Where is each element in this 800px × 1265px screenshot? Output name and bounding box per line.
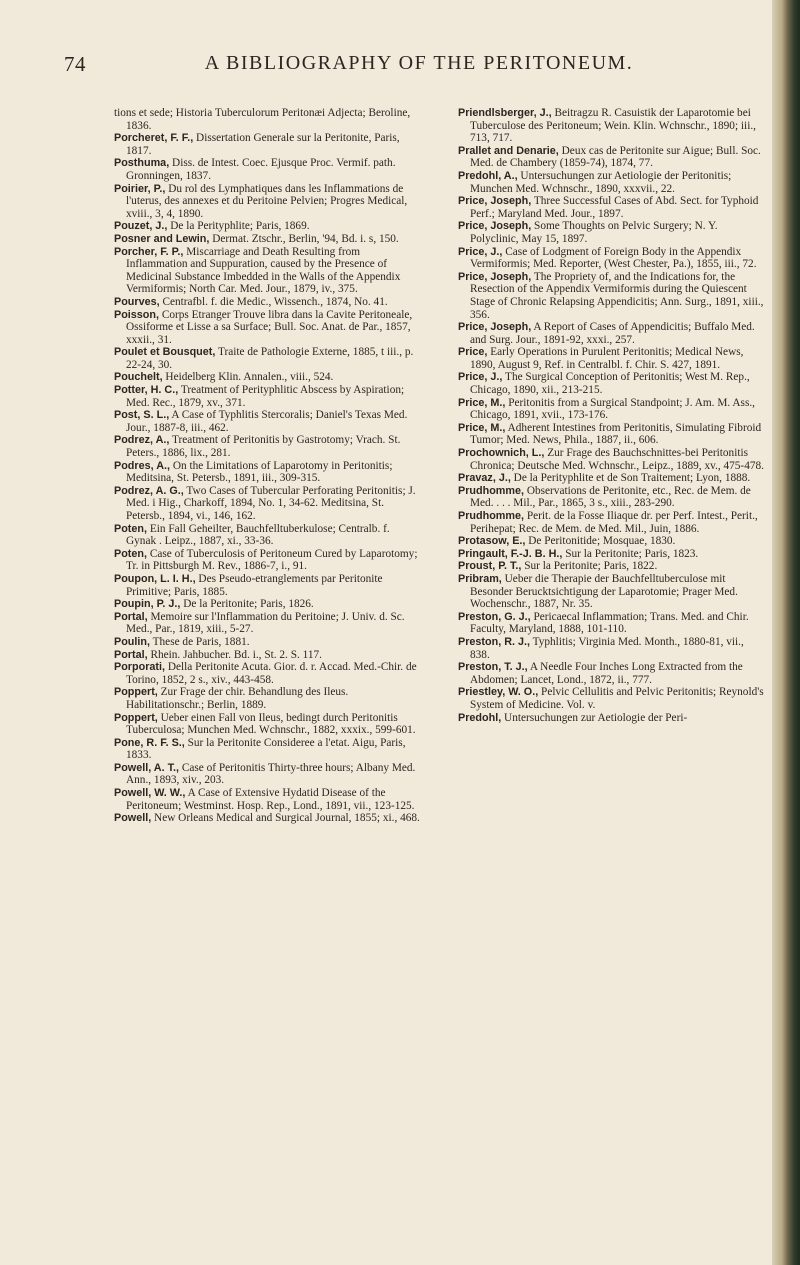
entry-citation: Ueber einen Fall von Ileus, bedingt durch Peritonitis Tuberculosa; Munchen Med. Wchnschr., 1882, xxxix., 599-601.: [126, 711, 416, 737]
bibliography-entry: [458, 661, 766, 686]
bibliography-entry: [114, 737, 422, 762]
entry-author: Poupin, P. J.,: [114, 598, 181, 611]
bibliography-entry: [458, 636, 766, 661]
entry-citation: Untersuchungen zur Aetiologie der Peri-: [504, 711, 688, 724]
entry-author: Poupon, L. I. H.,: [114, 572, 196, 585]
entry-citation: Zur Frage der chir. Behandlung des Ileus. Habilitationschr.; Berlin, 1889.: [126, 686, 349, 711]
entry-author: Pravaz, J.,: [458, 472, 511, 485]
page-title: A BIBLIOGRAPHY OF THE PERITONEUM.: [204, 52, 634, 74]
bibliography-entry: [114, 762, 422, 787]
entry-author: Porcher, F. P.,: [114, 245, 184, 258]
bibliography-entry: [114, 460, 422, 485]
bibliography-entry: [458, 271, 766, 321]
bibliography-entry: [114, 220, 422, 233]
entry-citation: A Needle Four Inches Long Extracted from the Abdomen; Lancet, Lond., 1872, ii., 777.: [470, 661, 743, 686]
entry-author: Poirier, P.,: [114, 182, 166, 195]
entry-citation: Peritonitis from a Surgical Standpoint; J. Am. M. Ass., Chicago, 1891, xvii., 173-176.: [470, 396, 755, 422]
entry-author: Posner and Lewin,: [114, 232, 210, 245]
entry-author: Priendlsberger, J.,: [458, 107, 552, 119]
entry-citation: De la Perityphlite et de Son Traitement; Lyon, 1888.: [513, 472, 751, 485]
page-edge-shadow: [772, 0, 800, 1265]
entry-author: Poten,: [114, 547, 147, 560]
entry-citation: Diss. de Intest. Coec. Ejusque Proc. Vermif. path. Gronningen, 1837.: [126, 157, 396, 182]
entry-author: Poppert,: [114, 686, 158, 699]
entry-citation: Ein Fall Geheilter, Bauchfelltuberkulose; Centralb. f. Gynak . Leipz., 1887, xi., 33-36.: [126, 522, 390, 548]
entry-citation: Sur la Peritonite; Paris, 1823.: [565, 547, 699, 560]
bibliography-entry: [114, 548, 422, 573]
entry-author: Pourves,: [114, 295, 160, 308]
bibliography-entry: [458, 397, 766, 422]
entry-author: Proust, P. T.,: [458, 560, 522, 573]
entry-citation: Corps Etranger Trouve libra dans la Cavite Peritoneale, Ossiforme et Lisse a sa Surface; Bull. Soc. Anat. de Par., 1857, xxxii., 31.: [126, 308, 413, 346]
bibliography-entry: [458, 560, 766, 573]
entry-author: Podres, A.,: [114, 459, 170, 472]
bibliography-entry: [458, 220, 766, 245]
bibliography-entry: [458, 195, 766, 220]
entry-author: Potter, H. C.,: [114, 384, 179, 397]
entry-citation: Case of Lodgment of Foreign Body in the Appendix Vermiformis; Med. Reporter, (West Chester, Pa.), 1855, iii., 72.: [470, 245, 757, 271]
running-head: [64, 52, 744, 80]
entry-citation: Early Operations in Purulent Peritonitis; Medical News, 1890, August 9, Ref. in Centralbl. f. Chir. S. 427, 1891.: [470, 346, 744, 371]
entry-author: Price, Joseph,: [458, 220, 532, 233]
entry-citation: Some Thoughts on Pelvic Surgery; N. Y. Polyclinic, May 15, 1897.: [470, 220, 718, 245]
bibliography-entry: [458, 321, 766, 346]
entry-citation: Treatment of Perityphlitic Abscess by Aspiration; Med. Rec., 1879, xv., 371.: [126, 384, 405, 409]
entry-citation: These de Paris, 1881.: [152, 635, 250, 648]
entry-author: Posthuma,: [114, 157, 170, 170]
bibliography-entry: [458, 447, 766, 472]
bibliography-entry: [114, 686, 422, 711]
entry-author: Price, Joseph,: [458, 195, 532, 208]
entry-author: Podrez, A.,: [114, 434, 170, 447]
bibliography-entry: [114, 649, 422, 662]
entry-author: Price, Joseph,: [458, 270, 532, 283]
entry-author: Price,: [458, 346, 488, 359]
bibliography-entry: [114, 233, 422, 246]
entry-author: Porcheret, F. F.,: [114, 132, 194, 145]
bibliography-entry: [458, 485, 766, 510]
entry-citation: Dermat. Ztschr., Berlin, '94, Bd. i. s, 150.: [212, 232, 399, 245]
bibliography-columns: [114, 107, 766, 1227]
bibliography-entry: [458, 611, 766, 636]
entry-citation: Perit. de la Fosse Iliaque dr. per Perf. Intest., Perit., Perihepat; Rec. de Mem. de Med. Mil., Juin, 1886.: [470, 510, 758, 535]
entry-citation: Deux cas de Peritonite sur Aigue; Bull. Soc. Med. de Chambery (1859-74), 1874, 77.: [470, 144, 761, 170]
bibliography-entry: [458, 548, 766, 561]
entry-author: Powell, A. T.,: [114, 761, 179, 774]
bibliography-entry: [458, 107, 766, 145]
bibliography-entry: [458, 510, 766, 535]
entry-citation: Miscarriage and Death Resulting from Inflammation and Suppuration, caused by the Presence of Medicinal Substance Imbedded in the Walls of the Appendix Vermiformis; North Car. Med. Jour., 1879, iv., 375.: [126, 245, 401, 296]
entry-author: Poulet et Bousquet,: [114, 346, 216, 359]
bibliography-entry: [114, 636, 422, 649]
entry-citation: Heidelberg Klin. Annalen., viii., 524.: [165, 371, 334, 384]
bibliography-entry: [114, 384, 422, 409]
entry-citation: Untersuchungen zur Aetiologie der Peritonitis; Munchen Med. Wchnschr., 1890, xxxvii., 22.: [470, 169, 732, 195]
entry-author: Prudhomme,: [458, 510, 524, 522]
entry-citation: Zur Frage des Bauchschnittes-bei Peritonitis Chronica; Deutsche Med. Wchnschr., Leipz., 1889, xv., 475-478.: [470, 447, 764, 472]
entry-citation: De la Peritonite; Paris, 1826.: [183, 598, 314, 611]
entry-author: Preston, G. J.,: [458, 610, 531, 623]
entry-author: Pone, R. F. S.,: [114, 736, 185, 749]
entry-author: Podrez, A. G.,: [114, 484, 184, 497]
bibliography-entry: [458, 686, 766, 711]
entry-citation: Dissertation Generale sur la Peritonite, Paris, 1817.: [126, 132, 400, 157]
entry-citation: Des Pseudo-etranglements par Peritonite Primitive; Paris, 1885.: [126, 572, 383, 598]
entry-author: Portal,: [114, 610, 148, 623]
entry-citation: Two Cases of Tubercular Perforating Peritonitis; J. Med. i Hig., Charkoff, 1894, No. 1, 34-62. Meditsina, St. Petersb., 1894, vi., 146, 162.: [126, 484, 416, 522]
entry-citation: A Case of Extensive Hydatid Disease of the Peritoneum; Westminst. Hosp. Rep., Lond., 1891, vii., 123-125.: [126, 787, 415, 812]
entry-citation: Traite de Pathologie Externe, 1885, t iii., p. 22-24, 30.: [126, 346, 414, 371]
entry-author: Price, M.,: [458, 396, 506, 409]
bibliography-entry: [114, 611, 422, 636]
bibliography-entry: [458, 422, 766, 447]
entry-citation: De Peritonitide; Mosquae, 1830.: [528, 535, 676, 548]
entry-citation: Case of Tuberculosis of Peritoneum Cured by Laparotomy; Tr. in Pittsburgh M. Rev., 1886-7, i., 91.: [126, 547, 418, 573]
entry-author: Pribram,: [458, 572, 502, 585]
entry-author: Poisson,: [114, 308, 159, 321]
bibliography-entry: [458, 573, 766, 611]
entry-author: Price, Joseph,: [458, 321, 532, 334]
entry-author: Post, S. L.,: [114, 409, 170, 422]
bibliography-entry: [114, 296, 422, 309]
entry-author: Pouzet, J.,: [114, 220, 168, 233]
page-number: 74: [64, 52, 86, 76]
bibliography-entry: [114, 712, 422, 737]
bibliography-entry: [458, 712, 766, 725]
bibliography-entry: [458, 246, 766, 271]
entry-citation: Pelvic Cellulitis and Pelvic Peritonitis; Reynold's System of Medicine. Vol. v.: [470, 686, 764, 711]
bibliography-entry: [114, 434, 422, 459]
entry-citation: Beitragzu R. Casuistik der Laparotomie bei Tuberculose des Peritoneum; Wein. Klin. Wchnschr., 1890; iii., 713, 717.: [470, 107, 756, 145]
entry-citation: tions et sede; Historia Tuberculorum Peritonæi Adjecta; Beroline, 1836.: [114, 107, 411, 132]
entry-citation: Della Peritonite Acuta. Gior. d. r. Accad. Med.-Chir. de Torino, 1852, 2 s., xiv., 443-458.: [126, 661, 417, 686]
bibliography-entry: [114, 573, 422, 598]
entry-author: Price, J.,: [458, 371, 503, 384]
bibliography-entry: [458, 535, 766, 548]
entry-author: Portal,: [114, 648, 148, 661]
bibliography-entry: [114, 132, 422, 157]
entry-author: Pouchelt,: [114, 371, 163, 384]
bibliography-entry: [114, 598, 422, 611]
entry-author: Preston, T. J.,: [458, 661, 528, 674]
bibliography-entry: [114, 309, 422, 347]
entry-citation: A Report of Cases of Appendicitis; Buffalo Med. and Surg. Jour., 1891-92, xxxi., 257.: [470, 321, 755, 346]
entry-author: Porporati,: [114, 661, 165, 674]
bibliography-entry: [114, 183, 422, 221]
bibliography-entry: [114, 246, 422, 296]
bibliography-entry: [458, 472, 766, 485]
entry-author: Pringault, F.-J. B. H.,: [458, 547, 563, 560]
bibliography-entry: [458, 170, 766, 195]
right-column: [458, 107, 766, 724]
entry-citation: The Surgical Conception of Peritonitis; West M. Rep., Chicago, 1890, xii., 213-215.: [470, 371, 750, 397]
bibliography-entry: [458, 145, 766, 170]
entry-author: Poppert,: [114, 711, 158, 724]
left-column: [114, 107, 422, 825]
bibliography-entry: [458, 371, 766, 396]
bibliography-entry: [114, 485, 422, 523]
entry-citation: Pericaecal Inflammation; Trans. Med. and Chir. Faculty, Maryland, 1888, 101-110.: [470, 610, 749, 636]
entry-citation: Adherent Intestines from Peritonitis, Simulating Fibroid Tumor; Med. News, Phila., 1887, ii., 606.: [470, 421, 762, 447]
entry-citation: Case of Peritonitis Thirty-three hours; Albany Med. Ann., 1893, xiv., 203.: [126, 761, 416, 787]
entry-author: Poten,: [114, 522, 147, 535]
entry-author: Predohl, A.,: [458, 169, 518, 182]
entry-citation: New Orleans Medical and Surgical Journal, 1855; xi., 468.: [154, 812, 420, 825]
entry-author: Predohl,: [458, 711, 502, 724]
entry-citation: De la Perityphlite; Paris, 1869.: [170, 220, 310, 233]
entry-citation: A Case of Typhlitis Stercoralis; Daniel's Texas Med. Jour., 1887-8, iii., 462.: [126, 409, 408, 434]
entry-author: Poulin,: [114, 635, 150, 648]
entry-citation: Du rol des Lymphatiques dans les Inflammations de l'uterus, des annexes et du Peritoine Pelvien; Progres Medical, xviii., 3, 4, 1890.: [126, 182, 408, 220]
entry-author: Prallet and Denarie,: [458, 144, 559, 157]
entry-citation: The Propriety of, and the Indications for, the Resection of the Appendix Vermiformis during the Quiescent Stage of Chronic Relapsing Appendicitis; Ann. Surg., 1891, xiii., 356.: [470, 270, 764, 321]
entry-citation: Centrafbl. f. die Medic., Wissench., 1874, No. 41.: [162, 295, 388, 308]
bibliography-entry: [114, 409, 422, 434]
entry-citation: Typhlitis; Virginia Med. Month., 1880-81, vii., 838.: [470, 635, 744, 661]
bibliography-entry: [458, 346, 766, 371]
entry-citation: Ueber die Therapie der Bauchfelltuberculose mit Besonder Berucktsichtigung der Laparotomie; Prager Med. Wochenschr., 1887, Nr. 35.: [470, 572, 738, 611]
bibliography-entry: [114, 107, 422, 132]
entry-citation: Memoire sur l'Inflammation du Peritoine; J. Univ. d. Sc. Med., Par., 1819, xiii., 5-27.: [126, 610, 405, 636]
entry-citation: On the Limitations of Laparotomy in Peritonitis; Meditsina, St. Petersb., 1891, iii., 309-315.: [126, 459, 393, 485]
entry-author: Price, M.,: [458, 421, 506, 434]
entry-citation: Rhein. Jahbucher. Bd. i., St. 2. S. 117.: [150, 648, 322, 661]
bibliography-entry: [114, 371, 422, 384]
entry-citation: Sur la Peritonite; Paris, 1822.: [524, 560, 658, 573]
bibliography-entry: [114, 346, 422, 371]
entry-author: Powell,: [114, 812, 152, 825]
bibliography-entry: [114, 661, 422, 686]
entry-citation: Treatment of Peritonitis by Gastrotomy; Vrach. St. Peters., 1886, lix., 281.: [126, 434, 401, 460]
bibliography-entry: [114, 787, 422, 812]
entry-citation: Three Successful Cases of Abd. Sect. for Typhoid Perf.; Maryland Med. Jour., 1897.: [470, 195, 759, 220]
entry-author: Powell, W. W.,: [114, 787, 186, 800]
entry-author: Priestley, W. O.,: [458, 686, 539, 699]
entry-author: Preston, R. J.,: [458, 635, 530, 648]
bibliography-entry: [114, 812, 422, 825]
entry-citation: Observations de Peritonite, etc., Rec. de Mem. de Med. . . . Mil., Par., 1865, 3 s., xiii., 283-290.: [470, 484, 751, 510]
bibliography-entry: [114, 523, 422, 548]
entry-author: Prudhomme,: [458, 484, 524, 497]
entry-author: Protasow, E.,: [458, 535, 526, 548]
entry-author: Prochownich, L.,: [458, 447, 545, 460]
entry-citation: Sur la Peritonite Consideree a l'etat. Aigu, Paris, 1833.: [126, 736, 406, 762]
bibliography-entry: [114, 157, 422, 182]
entry-author: Price, J.,: [458, 245, 503, 258]
